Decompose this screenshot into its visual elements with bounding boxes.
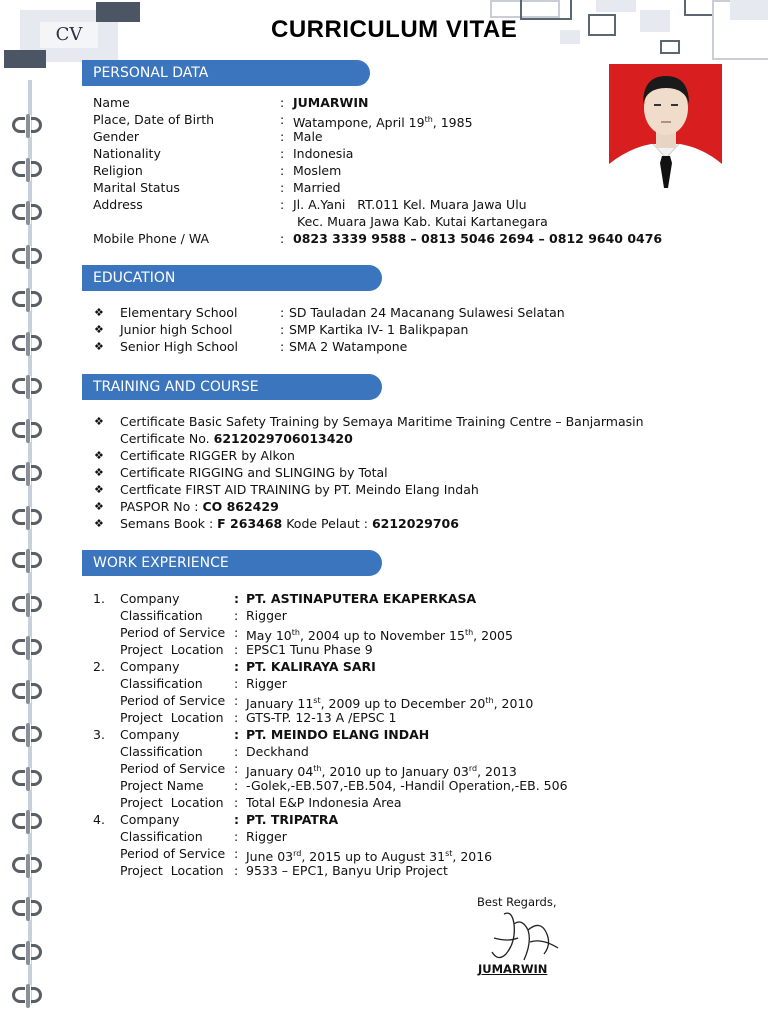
value-birth: Watampone, April 19th, 1985 [293,115,473,131]
binding-ring [12,639,44,657]
section-personal-data: PERSONAL DATA [82,60,370,86]
cert-number: 6212029706013420 [213,431,353,446]
bullet-diamond-icon: ❖ [94,449,104,462]
label-classification: Classification [120,676,203,691]
colon: : [280,112,285,127]
bullet-diamond-icon: ❖ [94,306,104,319]
value-nationality: Indonesia [293,146,354,161]
colon: : [280,322,285,337]
label-location: Project Location [120,795,224,810]
colon: : [280,163,285,178]
value-classification: Rigger [246,608,287,623]
binding-ring [12,291,44,309]
bullet-diamond-icon: ❖ [94,340,104,353]
value-company: PT. ASTINAPUTERA EKAPERKASA [246,591,477,606]
label-address: Address [93,197,143,212]
decor-square [640,10,670,32]
binding-ring [12,161,44,179]
paspor-number: CO 862429 [202,499,279,514]
binding-ring [12,509,44,527]
decor-square [560,30,580,44]
binding-ring [12,857,44,875]
profile-photo [609,64,722,188]
binding-ring [12,422,44,440]
education-school: SMA 2 Watampone [289,339,408,354]
semans-label: Semans Book : [120,516,214,531]
value-period: January 11st, 2009 up to December 20th, 2010 [246,696,534,712]
colon: : [280,146,285,161]
colon: : [234,846,239,861]
colon: : [280,129,285,144]
value-name: JUMARWIN [293,95,369,110]
decor-square [520,0,572,20]
binding-ring [12,248,44,266]
label-classification: Classification [120,608,203,623]
bullet-diamond-icon: ❖ [94,483,104,496]
education-level: Senior High School [120,339,238,354]
colon: : [234,710,239,725]
colon: : [280,305,285,320]
label-company: Company [120,727,180,742]
label-project-name: Project Name [120,778,204,793]
bullet-diamond-icon: ❖ [94,500,104,513]
bullet-diamond-icon: ❖ [94,517,104,530]
page-title: CURRICULUM VITAE [271,16,518,43]
value-period: January 04th, 2010 up to January 03rd, 2013 [246,764,517,780]
education-school: SMP Kartika IV- 1 Balikpapan [289,322,469,337]
binding-ring [12,987,44,1005]
binding-ring [12,726,44,744]
value-location: GTS-TP. 12-13 A /EPSC 1 [246,710,397,725]
label-period: Period of Service [120,846,226,861]
label-religion: Religion [93,163,143,178]
binding-ring [12,900,44,918]
label-company: Company [120,591,180,606]
value-classification: Rigger [246,676,287,691]
label-location: Project Location [120,642,224,657]
value-company: PT. TRIPATRA [246,812,339,827]
closing-name: JUMARWIN [478,962,548,976]
binding-ring [12,465,44,483]
decor-square [684,0,714,16]
decor-square [588,14,616,36]
semans-number: F 263468 [217,516,283,531]
colon: : [234,591,239,606]
training-item: Certificate Basic Safety Training by Semaya Maritime Training Centre – Banjarmasin [120,414,644,429]
education-school: SD Tauladan 24 Macanang Sulawesi Selatan [289,305,565,320]
colon: : [280,95,285,110]
signature-image [484,908,574,966]
job-number: 2. [93,659,105,674]
label-period: Period of Service [120,693,226,708]
value-gender: Male [293,129,323,144]
colon: : [234,863,239,878]
cert-label: Certificate No. [120,431,210,446]
colon: : [234,744,239,759]
label-marital: Marital Status [93,180,180,195]
colon: : [234,693,239,708]
bullet-diamond-icon: ❖ [94,466,104,479]
binding-ring [12,204,44,222]
value-period: May 10th, 2004 up to November 15th, 2005 [246,628,513,644]
training-item: Certificate RIGGING and SLINGING by Total [120,465,388,480]
value-project-name: -Golek,-EB.507,-EB.504, -Handil Operation,-EB. 506 [246,778,568,793]
kode-number: 6212029706 [371,516,459,531]
value-marital: Married [293,180,341,195]
bullet-diamond-icon: ❖ [94,415,104,428]
colon: : [234,727,239,742]
paspor-label: PASPOR No : [120,499,199,514]
section-education: EDUCATION [82,265,382,291]
label-birth: Place, Date of Birth [93,112,215,127]
training-item: Certificate RIGGER by Alkon [120,448,295,463]
bullet-diamond-icon: ❖ [94,323,104,336]
semans-line [120,515,459,532]
binding-ring [12,683,44,701]
value-address-line1: Jl. A.Yani RT.011 Kel. Muara Jawa Ulu [293,197,527,212]
label-company: Company [120,812,180,827]
colon: : [280,339,285,354]
binding-ring [12,813,44,831]
label-classification: Classification [120,744,203,759]
colon: : [234,761,239,776]
portrait-image [609,64,722,188]
label-period: Period of Service [120,625,226,640]
colon: : [234,659,239,674]
value-company: PT. KALIRAYA SARI [246,659,376,674]
binding-ring [12,770,44,788]
value-company: PT. MEINDO ELANG INDAH [246,727,430,742]
cv-tag: CV [40,22,98,48]
binding-ring [12,596,44,614]
value-address-line2: Kec. Muara Jawa Kab. Kutai Kartanegara [297,214,548,229]
label-classification: Classification [120,829,203,844]
colon: : [234,795,239,810]
label-name: Name [93,95,130,110]
label-nationality: Nationality [93,146,161,161]
colon: : [280,180,285,195]
colon: : [280,197,285,212]
colon: : [234,778,239,793]
decor-square [660,40,680,54]
colon: : [234,642,239,657]
value-location: Total E&P Indonesia Area [246,795,402,810]
colon: : [234,829,239,844]
decor-square [4,50,46,68]
label-period: Period of Service [120,761,226,776]
colon: : [234,608,239,623]
job-number: 4. [93,812,105,827]
value-phone: 0823 3339 9588 – 0813 5046 2694 – 0812 9640 0476 [293,231,663,246]
label-company: Company [120,659,180,674]
value-religion: Moslem [293,163,342,178]
label-phone: Mobile Phone / WA [93,231,210,246]
binding-ring [12,117,44,135]
job-number: 1. [93,591,105,606]
binding-ring [12,944,44,962]
colon: : [280,231,285,246]
section-training: TRAINING AND COURSE [82,374,382,400]
value-classification: Rigger [246,829,287,844]
section-work-experience: WORK EXPERIENCE [82,550,382,576]
binding-ring [12,552,44,570]
job-number: 3. [93,727,105,742]
binding-ring [12,378,44,396]
label-location: Project Location [120,710,224,725]
value-location: EPSC1 Tunu Phase 9 [246,642,373,657]
kode-label: Kode Pelaut : [286,516,368,531]
decor-square [596,0,636,12]
value-classification: Deckhand [246,744,309,759]
label-location: Project Location [120,863,224,878]
colon: : [234,625,239,640]
decor-square [96,2,140,22]
decor-square [730,0,768,20]
education-level: Elementary School [120,305,238,320]
training-cert-line [120,430,353,447]
paspor-line [120,498,279,515]
education-level: Junior high School [120,322,233,337]
value-period: June 03rd, 2015 up to August 31st, 2016 [246,849,493,865]
label-gender: Gender [93,129,140,144]
closing-regards: Best Regards, [477,895,557,909]
colon: : [234,812,239,827]
training-item: Certficate FIRST AID TRAINING by PT. Meindo Elang Indah [120,482,479,497]
binding-ring [12,335,44,353]
colon: : [234,676,239,691]
value-location: 9533 – EPC1, Banyu Urip Project [246,863,448,878]
